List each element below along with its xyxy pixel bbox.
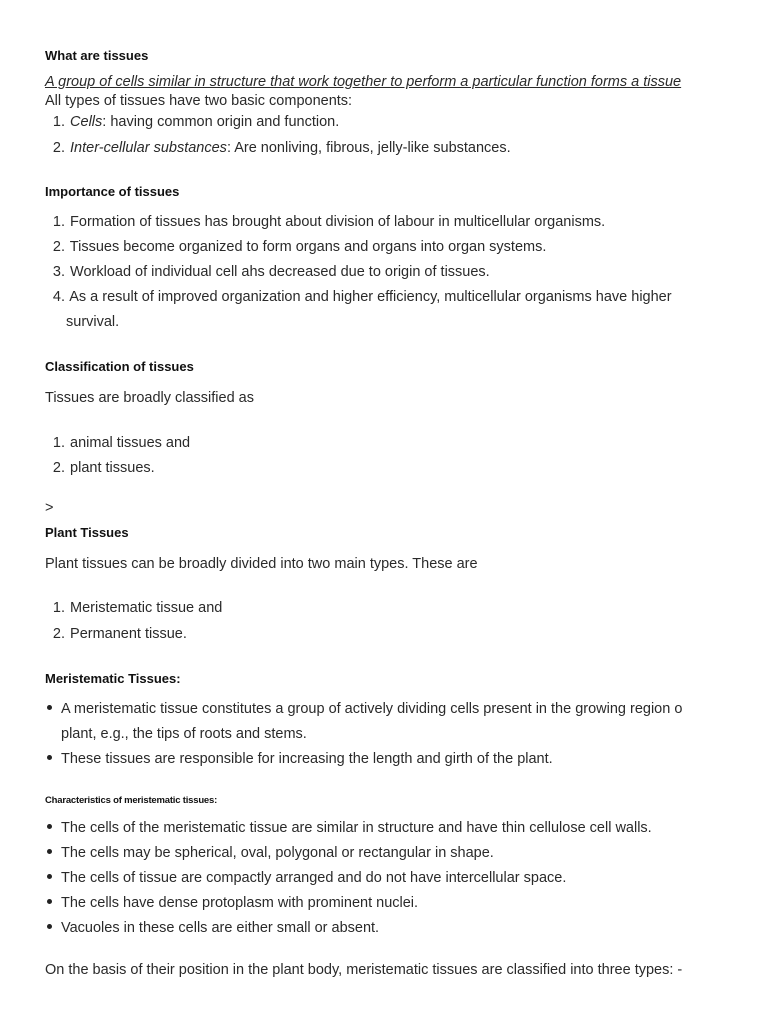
term-cells: Cells bbox=[70, 114, 103, 130]
heading-classification: Classification of tissues bbox=[45, 359, 194, 374]
bullet-icon bbox=[47, 924, 52, 929]
list-number: 2. bbox=[52, 140, 65, 156]
classification-intro: Tissues are broadly classified as bbox=[45, 390, 254, 406]
bullet-icon bbox=[47, 849, 52, 854]
plant-tissues-intro: Plant tissues can be broadly divided into two main types. These are bbox=[45, 556, 478, 572]
heading-meristematic: Meristematic Tissues: bbox=[45, 671, 181, 686]
heading-what-are-tissues: What are tissues bbox=[45, 48, 149, 63]
list-item bbox=[45, 264, 490, 280]
list-text: plant tissues. bbox=[70, 460, 155, 476]
term-intercellular: Inter-cellular substances bbox=[70, 140, 227, 156]
term-desc: : Are nonliving, fibrous, jelly-like substances. bbox=[226, 140, 511, 156]
list-text: As a result of improved organization and higher efficiency, multicellular organisms have higher bbox=[69, 289, 672, 305]
list-number: 4. bbox=[52, 289, 65, 305]
heading-importance: Importance of tissues bbox=[45, 184, 180, 199]
bullet-text: A meristematic tissue constitutes a group of actively dividing cells present in the growing region o bbox=[61, 701, 683, 717]
list-item bbox=[45, 140, 511, 156]
list-item bbox=[45, 460, 155, 476]
bullet-text: The cells of the meristematic tissue are similar in structure and have thin cellulose cell walls. bbox=[61, 820, 652, 836]
list-number: 3. bbox=[52, 264, 65, 280]
list-number: 1. bbox=[52, 435, 65, 451]
tissue-definition: A group of cells similar in structure that work together to perform a particular function forms a tissue bbox=[45, 74, 682, 90]
meristematic-types-intro: On the basis of their position in the plant body, meristematic tissues are classified into three types: - bbox=[45, 962, 683, 978]
list-item bbox=[45, 214, 605, 230]
list-number: 2. bbox=[52, 626, 65, 642]
bullet-item bbox=[45, 920, 379, 936]
list-item bbox=[45, 289, 672, 305]
bullet-item bbox=[45, 820, 652, 836]
bullet-icon bbox=[47, 899, 52, 904]
list-text: Meristematic tissue and bbox=[70, 600, 223, 616]
bullet-text: The cells of tissue are compactly arranged and do not have intercellular space. bbox=[61, 870, 567, 886]
list-number: 1. bbox=[52, 600, 65, 616]
list-number: 1. bbox=[52, 114, 65, 130]
bullet-text-continued: plant, e.g., the tips of roots and stems. bbox=[61, 726, 307, 742]
bullet-item bbox=[45, 895, 418, 911]
list-item bbox=[45, 626, 187, 642]
bullet-icon bbox=[47, 755, 52, 760]
list-item bbox=[45, 600, 222, 616]
list-item bbox=[45, 239, 546, 255]
bullet-text: Vacuoles in these cells are either small or absent. bbox=[61, 920, 380, 936]
components-intro: All types of tissues have two basic components: bbox=[45, 93, 353, 109]
list-text: Permanent tissue. bbox=[70, 626, 187, 642]
list-item bbox=[45, 435, 190, 451]
list-text: Workload of individual cell ahs decreased due to origin of tissues. bbox=[70, 264, 490, 280]
bullet-icon bbox=[47, 874, 52, 879]
list-item bbox=[45, 114, 339, 130]
bullet-text: These tissues are responsible for increasing the length and girth of the plant. bbox=[61, 751, 553, 767]
list-text-continued: survival. bbox=[66, 314, 120, 330]
list-number: 1. bbox=[52, 214, 65, 230]
heading-plant-tissues: Plant Tissues bbox=[45, 525, 129, 540]
heading-characteristics: Characteristics of meristematic tissues: bbox=[45, 795, 218, 806]
bullet-item bbox=[45, 870, 566, 886]
bullet-text: The cells have dense protoplasm with prominent nuclei. bbox=[61, 895, 419, 911]
list-text: Tissues become organized to form organs and organs into organ systems. bbox=[69, 239, 547, 255]
list-text: Formation of tissues has brought about division of labour in multicellular organisms. bbox=[70, 214, 606, 230]
bullet-icon bbox=[47, 824, 52, 829]
list-number: 2. bbox=[52, 460, 65, 476]
term-desc: : having common origin and function. bbox=[102, 114, 340, 130]
bullet-text: The cells may be spherical, oval, polygonal or rectangular in shape. bbox=[61, 845, 494, 861]
bullet-item bbox=[45, 845, 494, 861]
list-number: 2. bbox=[52, 239, 65, 255]
bullet-item bbox=[45, 751, 553, 767]
bullet-icon bbox=[47, 705, 52, 710]
stray-gt-symbol: > bbox=[45, 500, 54, 516]
bullet-item bbox=[45, 701, 682, 717]
list-text: animal tissues and bbox=[70, 435, 191, 451]
